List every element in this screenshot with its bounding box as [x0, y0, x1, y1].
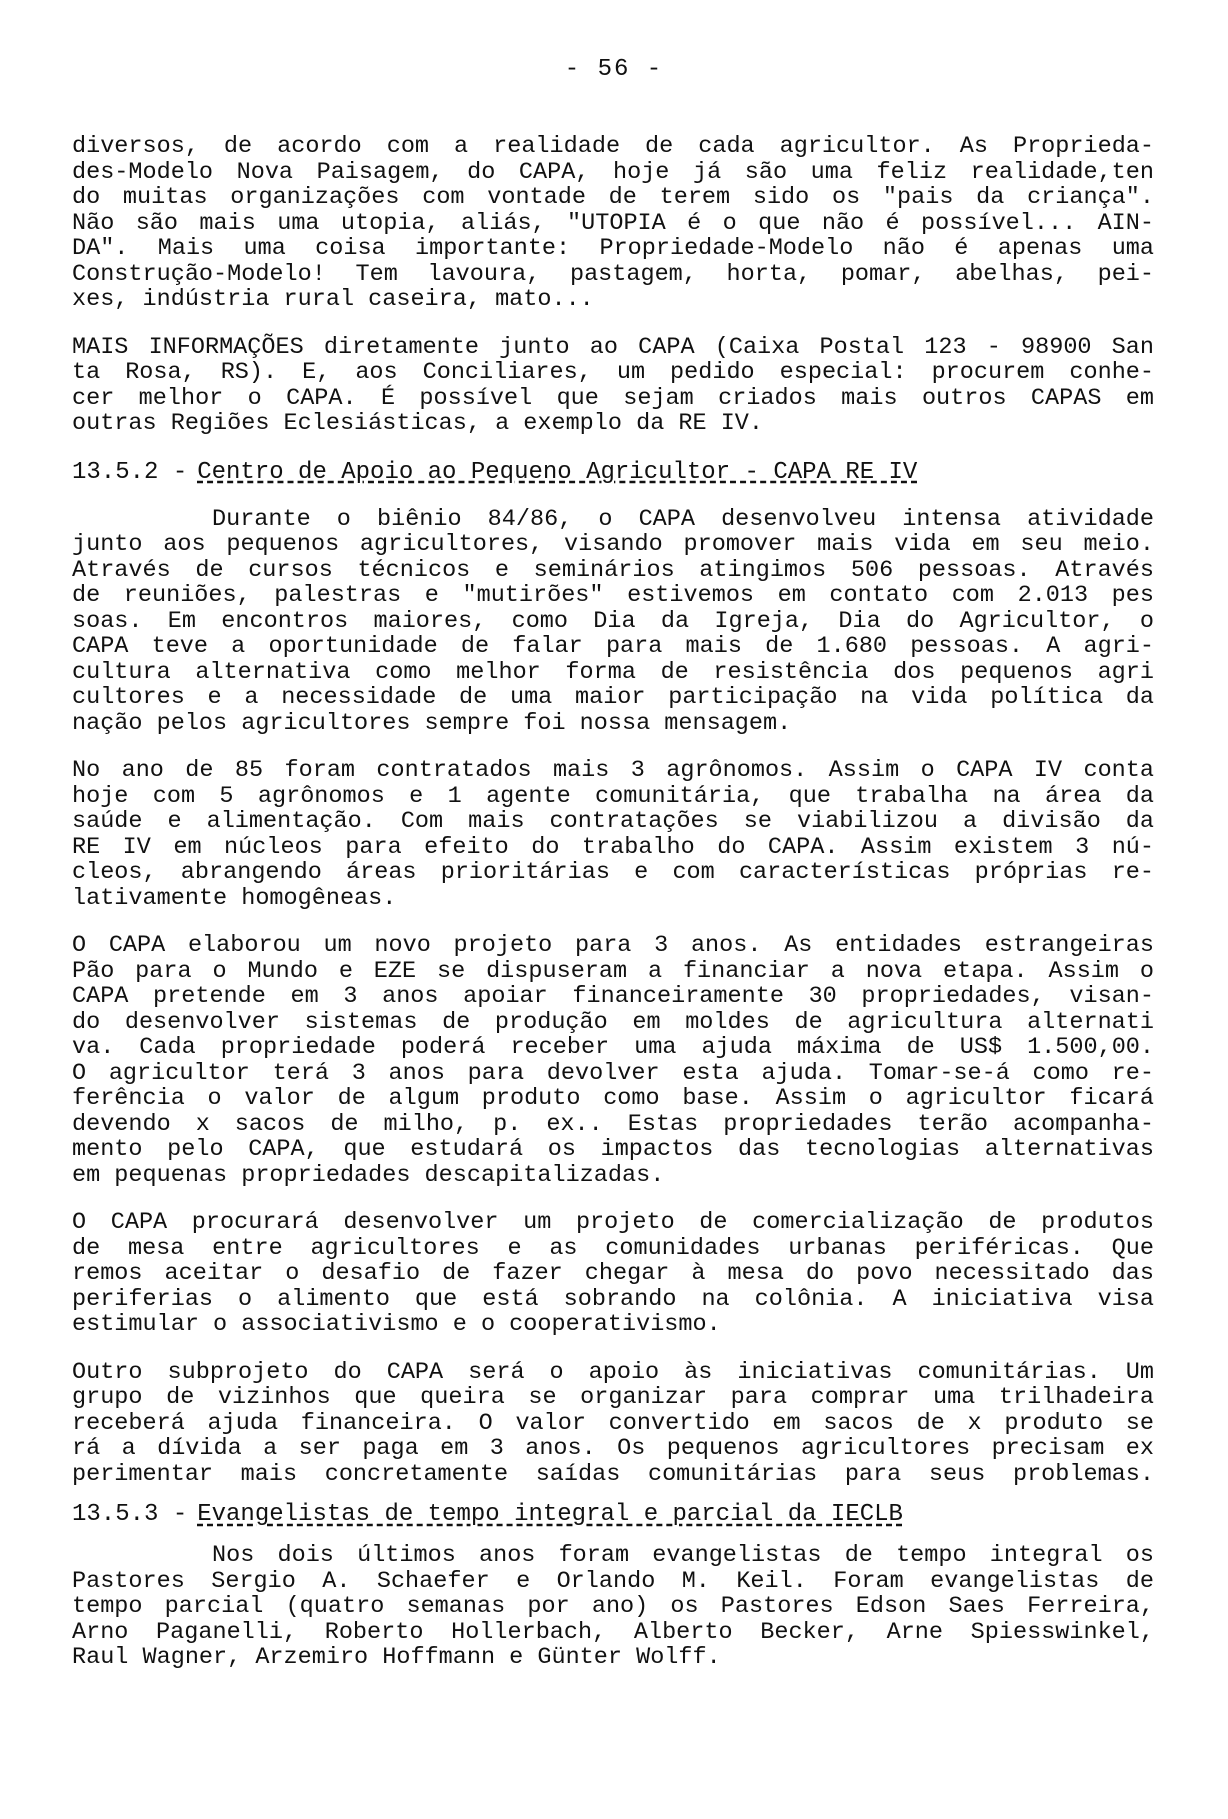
text-line: lativamente homogêneas. — [72, 884, 397, 912]
text-line: No ano de 85 foram contratados mais 3 agrônomos. Assim o CAPA IV conta — [72, 757, 1154, 784]
text-line: O CAPA procurará desenvolver um projeto de comercialização de produtos — [72, 1209, 1154, 1236]
paragraph-propriedades-modelo — [72, 134, 1154, 313]
text-line: ferência o valor de algum produto como base. Assim o agricultor ficará — [72, 1085, 1154, 1112]
text-line: tempo parcial (quatro semanas por ano) os Pastores Edson Saes Ferreira, — [72, 1593, 1154, 1620]
text-line: Pão para o Mundo e EZE se dispuseram a financiar a nova etapa. Assim o — [72, 957, 1154, 985]
text-line: devendo x sacos de milho, p. ex.. Estas propriedades terão acompanha- — [72, 1110, 1154, 1138]
page-content — [72, 134, 1154, 1671]
text-line: estimular o associativismo e o cooperativismo. — [72, 1311, 721, 1338]
section-title: Evangelistas de tempo integral e parcial da IECLB — [197, 1501, 903, 1528]
text-line: Pastores Sergio A. Schaefer e Orlando M. Keil. Foram evangelistas de — [72, 1567, 1154, 1595]
paragraph-agronomos — [72, 758, 1154, 911]
section-heading-13-5-3 — [72, 1501, 1154, 1529]
section-number: 13.5.2 - — [72, 458, 188, 486]
text-line: soas. Em encontros maiores, como Dia da Igreja, Dia do Agricultor, o — [72, 607, 1154, 635]
text-line: de mesa entre agricultores e as comunidades urbanas periféricas. Que — [72, 1234, 1154, 1262]
paragraph-comercializacao — [72, 1210, 1154, 1338]
text-line: Durante o biênio 84/86, o CAPA desenvolveu intensa atividade — [212, 505, 1154, 533]
text-line: ta Rosa, RS). E, aos Conciliares, um pedido especial: procurem conhe- — [72, 359, 1154, 386]
text-line: va. Cada propriedade poderá receber uma ajuda máxima de US$ 1.500,00. — [72, 1034, 1154, 1061]
text-line: cleos, abrangendo áreas prioritárias e com características próprias re- — [72, 859, 1154, 886]
text-line: hoje com 5 agrônomos e 1 agente comunitária, que trabalha na área da — [72, 782, 1154, 810]
text-line: rá a dívida a ser paga em 3 anos. Os pequenos agricultores precisam ex — [72, 1435, 1154, 1462]
text-line: mento pelo CAPA, que estudará os impactos das tecnologias alternativas — [72, 1136, 1154, 1163]
text-line: Arno Paganelli, Roberto Hollerbach, Alberto Becker, Arne Spiesswinkel, — [72, 1618, 1154, 1646]
text-line: Raul Wagner, Arzemiro Hoffmann e Günter Wolff. — [72, 1644, 721, 1671]
text-line: cer melhor o CAPA. É possível que sejam criados mais outros CAPAS em — [72, 384, 1154, 412]
text-line: saúde e alimentação. Com mais contratações se viabilizou a divisão da — [72, 808, 1154, 835]
paragraph-mais-informacoes — [72, 335, 1154, 437]
text-line: cultura alternativa como melhor forma de resistência dos pequenos agri — [72, 658, 1154, 686]
section-heading-13-5-2 — [72, 459, 1154, 487]
text-line: MAIS INFORMAÇÕES diretamente junto ao CAPA (Caixa Postal 123 - 98900 San — [72, 333, 1154, 361]
text-line: RE IV em núcleos para efeito do trabalho do CAPA. Assim existem 3 nú- — [72, 833, 1154, 861]
text-line: Através de cursos técnicos e seminários atingimos 506 pessoas. Através — [72, 556, 1154, 584]
text-line: de reuniões, palestras e "mutirões" estivemos em contato com 2.013 pes — [72, 582, 1154, 609]
text-line: Construção-Modelo! Tem lavoura, pastagem, horta, pomar, abelhas, pei- — [72, 260, 1154, 288]
text-line: O CAPA elaborou um novo projeto para 3 anos. As entidades estrangeiras — [72, 932, 1154, 959]
section-title: Centro de Apoio ao Pequeno Agricultor - CAPA RE IV — [197, 458, 918, 486]
paragraph-bienio — [72, 507, 1154, 737]
text-line: receberá ajuda financeira. O valor convertido em sacos de x produto se — [72, 1409, 1154, 1437]
text-line: do desenvolver sistemas de produção em moldes de agricultura alternati — [72, 1008, 1154, 1036]
page-number: - 56 - — [564, 56, 664, 83]
text-line: Não são mais uma utopia, aliás, "UTOPIA é o que não é possível... AIN- — [72, 209, 1154, 237]
text-line: xes, indústria rural caseira, mato... — [72, 286, 594, 313]
text-line: grupo de vizinhos que queira se organizar para comprar uma trilhadeira — [72, 1384, 1154, 1411]
text-line: cultores e a necessidade de uma maior participação na vida política da — [72, 684, 1154, 711]
text-line: O agricultor terá 3 anos para devolver esta ajuda. Tomar-se-á como re- — [72, 1059, 1154, 1087]
text-line: em pequenas propriedades descapitalizadas. — [72, 1161, 665, 1189]
text-line: junto aos pequenos agricultores, visando promover mais vida em seu meio. — [72, 531, 1154, 558]
text-line: remos aceitar o desafio de fazer chegar à mesa do povo necessitado das — [72, 1260, 1154, 1287]
text-line: Outro subprojeto do CAPA será o apoio às iniciativas comunitárias. Um — [72, 1358, 1154, 1386]
text-line: DA". Mais uma coisa importante: Propriedade-Modelo não é apenas uma — [72, 235, 1154, 262]
text-line: Nos dois últimos anos foram evangelistas de tempo integral os — [212, 1542, 1154, 1569]
paragraph-novo-projeto — [72, 933, 1154, 1188]
text-line: CAPA pretende em 3 anos apoiar financeiramente 30 propriedades, visan- — [72, 983, 1154, 1010]
text-line: diversos, de acordo com a realidade de cada agricultor. As Proprieda- — [72, 133, 1154, 160]
text-line: periferias o alimento que está sobrando na colônia. A iniciativa visa — [72, 1285, 1154, 1313]
text-line: des-Modelo Nova Paisagem, do CAPA, hoje já são uma feliz realidade,ten — [72, 158, 1154, 186]
paragraph-subprojeto — [72, 1360, 1154, 1488]
text-line: do muitas organizações com vontade de terem sido os "pais da criança". — [72, 184, 1154, 211]
text-line: CAPA teve a oportunidade de falar para mais de 1.680 pessoas. A agri- — [72, 633, 1154, 660]
paragraph-evangelistas — [72, 1543, 1154, 1671]
text-line: nação pelos agricultores sempre foi nossa mensagem. — [72, 709, 792, 737]
text-line: outras Regiões Eclesiásticas, a exemplo da RE IV. — [72, 410, 764, 437]
text-line: perimentar mais concretamente saídas comunitárias para seus problemas. — [72, 1460, 1154, 1488]
section-number: 13.5.3 - — [72, 1501, 188, 1528]
